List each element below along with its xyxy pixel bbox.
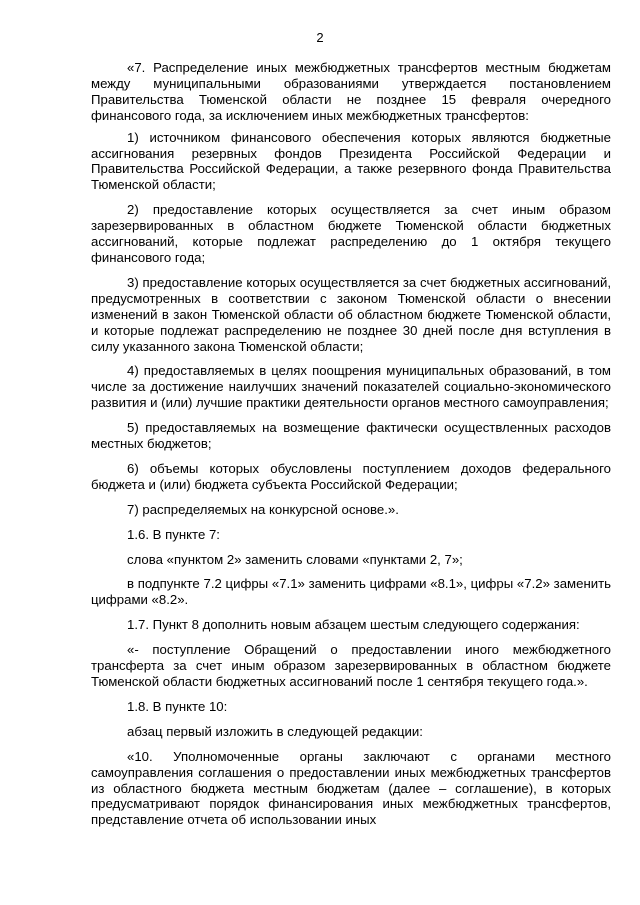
paragraph-item-7: 7) распределяемых на конкурсной основе.».	[127, 501, 399, 517]
paragraph-clause-7-intro: «7. Распределение иных межбюджетных трансфертов местным бюджетам между муниципальными образованиями утверждается постановлением Правительства Тюменской области не позднее 15 февраля очередного финансового года, за исключением иных межбюджетных трансфертов:	[91, 60, 611, 123]
paragraph-item-6: 6) объемы которых обусловлены поступлением доходов федерального бюджета и (или) бюджета субъекта Российской Федерации;	[91, 460, 611, 492]
paragraph-1-8: 1.8. В пункте 10:	[127, 698, 228, 714]
paragraph-item-5: 5) предоставляемых на возмещение фактически осуществленных расходов местных бюджетов;	[91, 420, 611, 452]
paragraph-1-7: 1.7. Пункт 8 дополнить новым абзацем шестым следующего содержания:	[127, 617, 580, 633]
page-number: 2	[316, 30, 324, 45]
paragraph-item-4: 4) предоставляемых в целях поощрения муниципальных образований, в том числе за достижение наилучших значений показателей социально-экономического развития и (или) лучшие практики деятельности органов местного самоуправления;	[91, 363, 611, 411]
paragraph-item-2: 2) предоставление которых осуществляется за счет иным образом зарезервированных в областном бюджете Тюменской области бюджетных ассигнований, которые подлежат распределению до 1 октября текущего финансового года;	[91, 202, 611, 265]
paragraph-clause-10: «10. Уполномоченные органы заключают с органами местного самоуправления соглашения о предоставлении иных межбюджетных трансфертов из областного бюджета местным бюджетам (далее – соглашение), в которых предусматривают порядок финансирования иных межбюджетных трансфертов, представление отчета об использовании иных	[91, 748, 611, 828]
paragraph-1-6-subclause: в подпункте 7.2 цифры «7.1» заменить цифрами «8.1», цифры «7.2» заменить цифрами «8.2».	[91, 576, 611, 608]
paragraph-1-6-words: слова «пунктом 2» заменить словами «пунктами 2, 7»;	[127, 551, 463, 567]
paragraph-item-1: 1) источником финансового обеспечения которых являются бюджетные ассигнования резервных фондов Президента Российской Федерации и Правительства Российской Федерации, а также резервного фонда Правительства Тюменской области;	[91, 129, 611, 193]
document-body	[91, 60, 611, 837]
paragraph-1-8-first-abzac: абзац первый изложить в следующей редакции:	[127, 723, 423, 739]
paragraph-1-6: 1.6. В пункте 7:	[127, 526, 220, 542]
paragraph-1-7-content: «- поступление Обращений о предоставлении иного межбюджетного трансферта за счет иным образом зарезервированных в областном бюджете Тюменской области бюджетных ассигнований после 1 сентября текущего года.».	[91, 642, 611, 689]
paragraph-item-3: 3) предоставление которых осуществляется за счет бюджетных ассигнований, предусмотренных в соответствии с законом Тюменской области о внесении изменений в закон Тюменской области об областном бюджете Тюменской области, и которые подлежат распределению не позднее 30 дней после дня вступления в силу указанного закона Тюменской области;	[91, 274, 611, 354]
